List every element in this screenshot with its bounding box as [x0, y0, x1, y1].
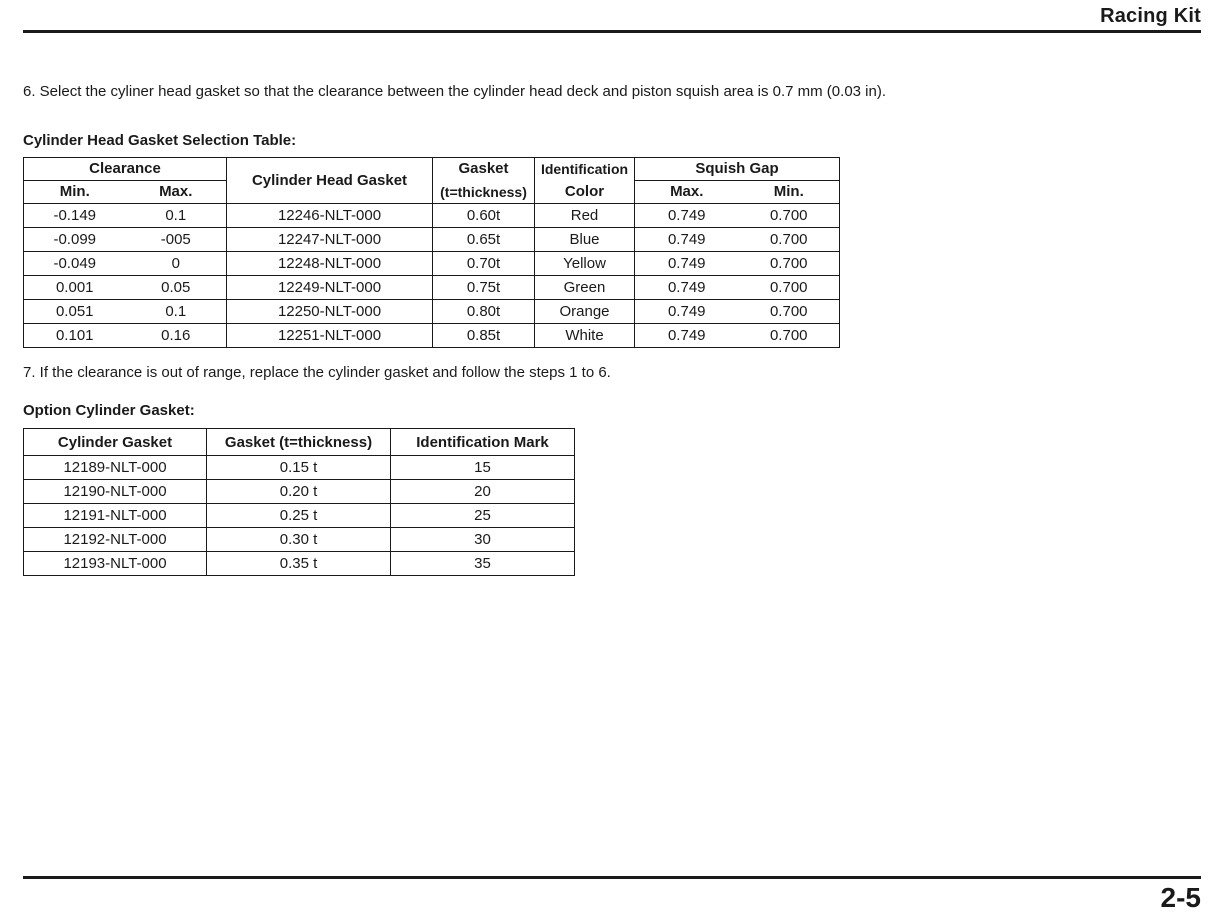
table-row — [24, 552, 575, 576]
part-number-cell: 12251-NLT-000 — [227, 324, 433, 348]
color-cell: White — [535, 324, 635, 348]
squish-max-cell: 0.749 — [635, 228, 739, 252]
table-row — [24, 204, 840, 228]
identification-mark-cell: 30 — [391, 528, 575, 552]
clearance-max-cell: 0.05 — [126, 276, 227, 300]
clearance-max-cell: 0.1 — [126, 204, 227, 228]
part-number-cell: 12193-NLT-000 — [24, 552, 207, 576]
clearance-min-cell: -0.099 — [24, 228, 126, 252]
step-7-text: 7. If the clearance is out of range, replace the cylinder gasket and follow the steps 1 to 6. — [23, 364, 611, 381]
color-cell: Yellow — [535, 252, 635, 276]
table-row — [24, 480, 575, 504]
identification-mark-cell: 15 — [391, 456, 575, 480]
table-row — [24, 528, 575, 552]
header-title: Racing Kit — [1100, 5, 1201, 27]
step-6-text: 6. Select the cyliner head gasket so that the clearance between the cylinder head deck and piston squish area is 0.7 mm (0.03 in). — [23, 83, 887, 100]
gasket-thickness-header: Gasket (t=thickness) — [207, 429, 391, 456]
identification-mark-cell: 25 — [391, 504, 575, 528]
gasket-thickness-cell: 0.15 t — [207, 456, 391, 480]
squish-min-cell: 0.700 — [739, 252, 840, 276]
clearance-header: Clearance — [24, 158, 227, 181]
gasket-thickness-cell: 0.60t — [433, 204, 535, 228]
clearance-max-cell: 0 — [126, 252, 227, 276]
squish-min-cell: 0.700 — [739, 324, 840, 348]
squish-max-cell: 0.749 — [635, 276, 739, 300]
table-row — [24, 300, 840, 324]
option-table-title: Option Cylinder Gasket: — [23, 402, 195, 419]
squish-max-cell: 0.749 — [635, 324, 739, 348]
part-number-cell: 12189-NLT-000 — [24, 456, 207, 480]
part-number-cell: 12191-NLT-000 — [24, 504, 207, 528]
option-gasket-table — [23, 428, 575, 576]
part-number-cell: 12246-NLT-000 — [227, 204, 433, 228]
clearance-min-cell: -0.149 — [24, 204, 126, 228]
part-number-cell: 12190-NLT-000 — [24, 480, 207, 504]
gasket-thickness-cell: 0.70t — [433, 252, 535, 276]
part-number-cell: 12192-NLT-000 — [24, 528, 207, 552]
identification-mark-cell: 20 — [391, 480, 575, 504]
squish-min-cell: 0.700 — [739, 300, 840, 324]
clearance-min-cell: -0.049 — [24, 252, 126, 276]
gasket-thickness-cell: 0.85t — [433, 324, 535, 348]
table-row — [24, 456, 575, 480]
selection-table-title: Cylinder Head Gasket Selection Table: — [23, 132, 297, 149]
part-number-cell: 12250-NLT-000 — [227, 300, 433, 324]
clearance-min-cell: 0.001 — [24, 276, 126, 300]
clearance-min-cell: 0.101 — [24, 324, 126, 348]
part-number-cell: 12249-NLT-000 — [227, 276, 433, 300]
clearance-max-cell: -005 — [126, 228, 227, 252]
color-cell: Red — [535, 204, 635, 228]
footer-rule — [23, 876, 1201, 879]
table-row — [24, 504, 575, 528]
squish-max-cell: 0.749 — [635, 252, 739, 276]
table-row — [24, 324, 840, 348]
identification-mark-cell: 35 — [391, 552, 575, 576]
table-row — [24, 228, 840, 252]
gasket-thickness-cell: 0.80t — [433, 300, 535, 324]
color-cell: Green — [535, 276, 635, 300]
squish-min-header: Min. — [739, 181, 840, 204]
clearance-min-cell: 0.051 — [24, 300, 126, 324]
squish-max-cell: 0.749 — [635, 204, 739, 228]
color-cell: Blue — [535, 228, 635, 252]
clearance-min-header: Min. — [24, 181, 126, 204]
gasket-selection-table — [23, 157, 840, 348]
part-number-header: Cylinder Head Gasket — [227, 158, 433, 204]
clearance-max-cell: 0.1 — [126, 300, 227, 324]
gasket-header: Gasket — [433, 158, 535, 181]
page-number: 2-5 — [1160, 882, 1201, 913]
color-cell: Orange — [535, 300, 635, 324]
table-row — [24, 252, 840, 276]
gasket-thickness-cell: 0.75t — [433, 276, 535, 300]
clearance-max-cell: 0.16 — [126, 324, 227, 348]
gasket-thickness-cell: 0.65t — [433, 228, 535, 252]
part-number-cell: 12248-NLT-000 — [227, 252, 433, 276]
gasket-thickness-cell: 0.30 t — [207, 528, 391, 552]
gasket-thickness-cell: 0.35 t — [207, 552, 391, 576]
squish-min-cell: 0.700 — [739, 228, 840, 252]
gasket-thickness-cell: 0.25 t — [207, 504, 391, 528]
gasket-thickness-cell: 0.20 t — [207, 480, 391, 504]
identification-mark-header: Identification Mark — [391, 429, 575, 456]
identification-header: Identification — [535, 158, 635, 181]
squish-max-cell: 0.749 — [635, 300, 739, 324]
part-number-cell: 12247-NLT-000 — [227, 228, 433, 252]
squish-min-cell: 0.700 — [739, 204, 840, 228]
thickness-header: (t=thickness) — [433, 181, 535, 204]
clearance-max-header: Max. — [126, 181, 227, 204]
color-header: Color — [535, 181, 635, 204]
squish-max-header: Max. — [635, 181, 739, 204]
squish-gap-header: Squish Gap — [635, 158, 840, 181]
table-row — [24, 276, 840, 300]
header-rule — [23, 30, 1201, 33]
cylinder-gasket-header: Cylinder Gasket — [24, 429, 207, 456]
squish-min-cell: 0.700 — [739, 276, 840, 300]
